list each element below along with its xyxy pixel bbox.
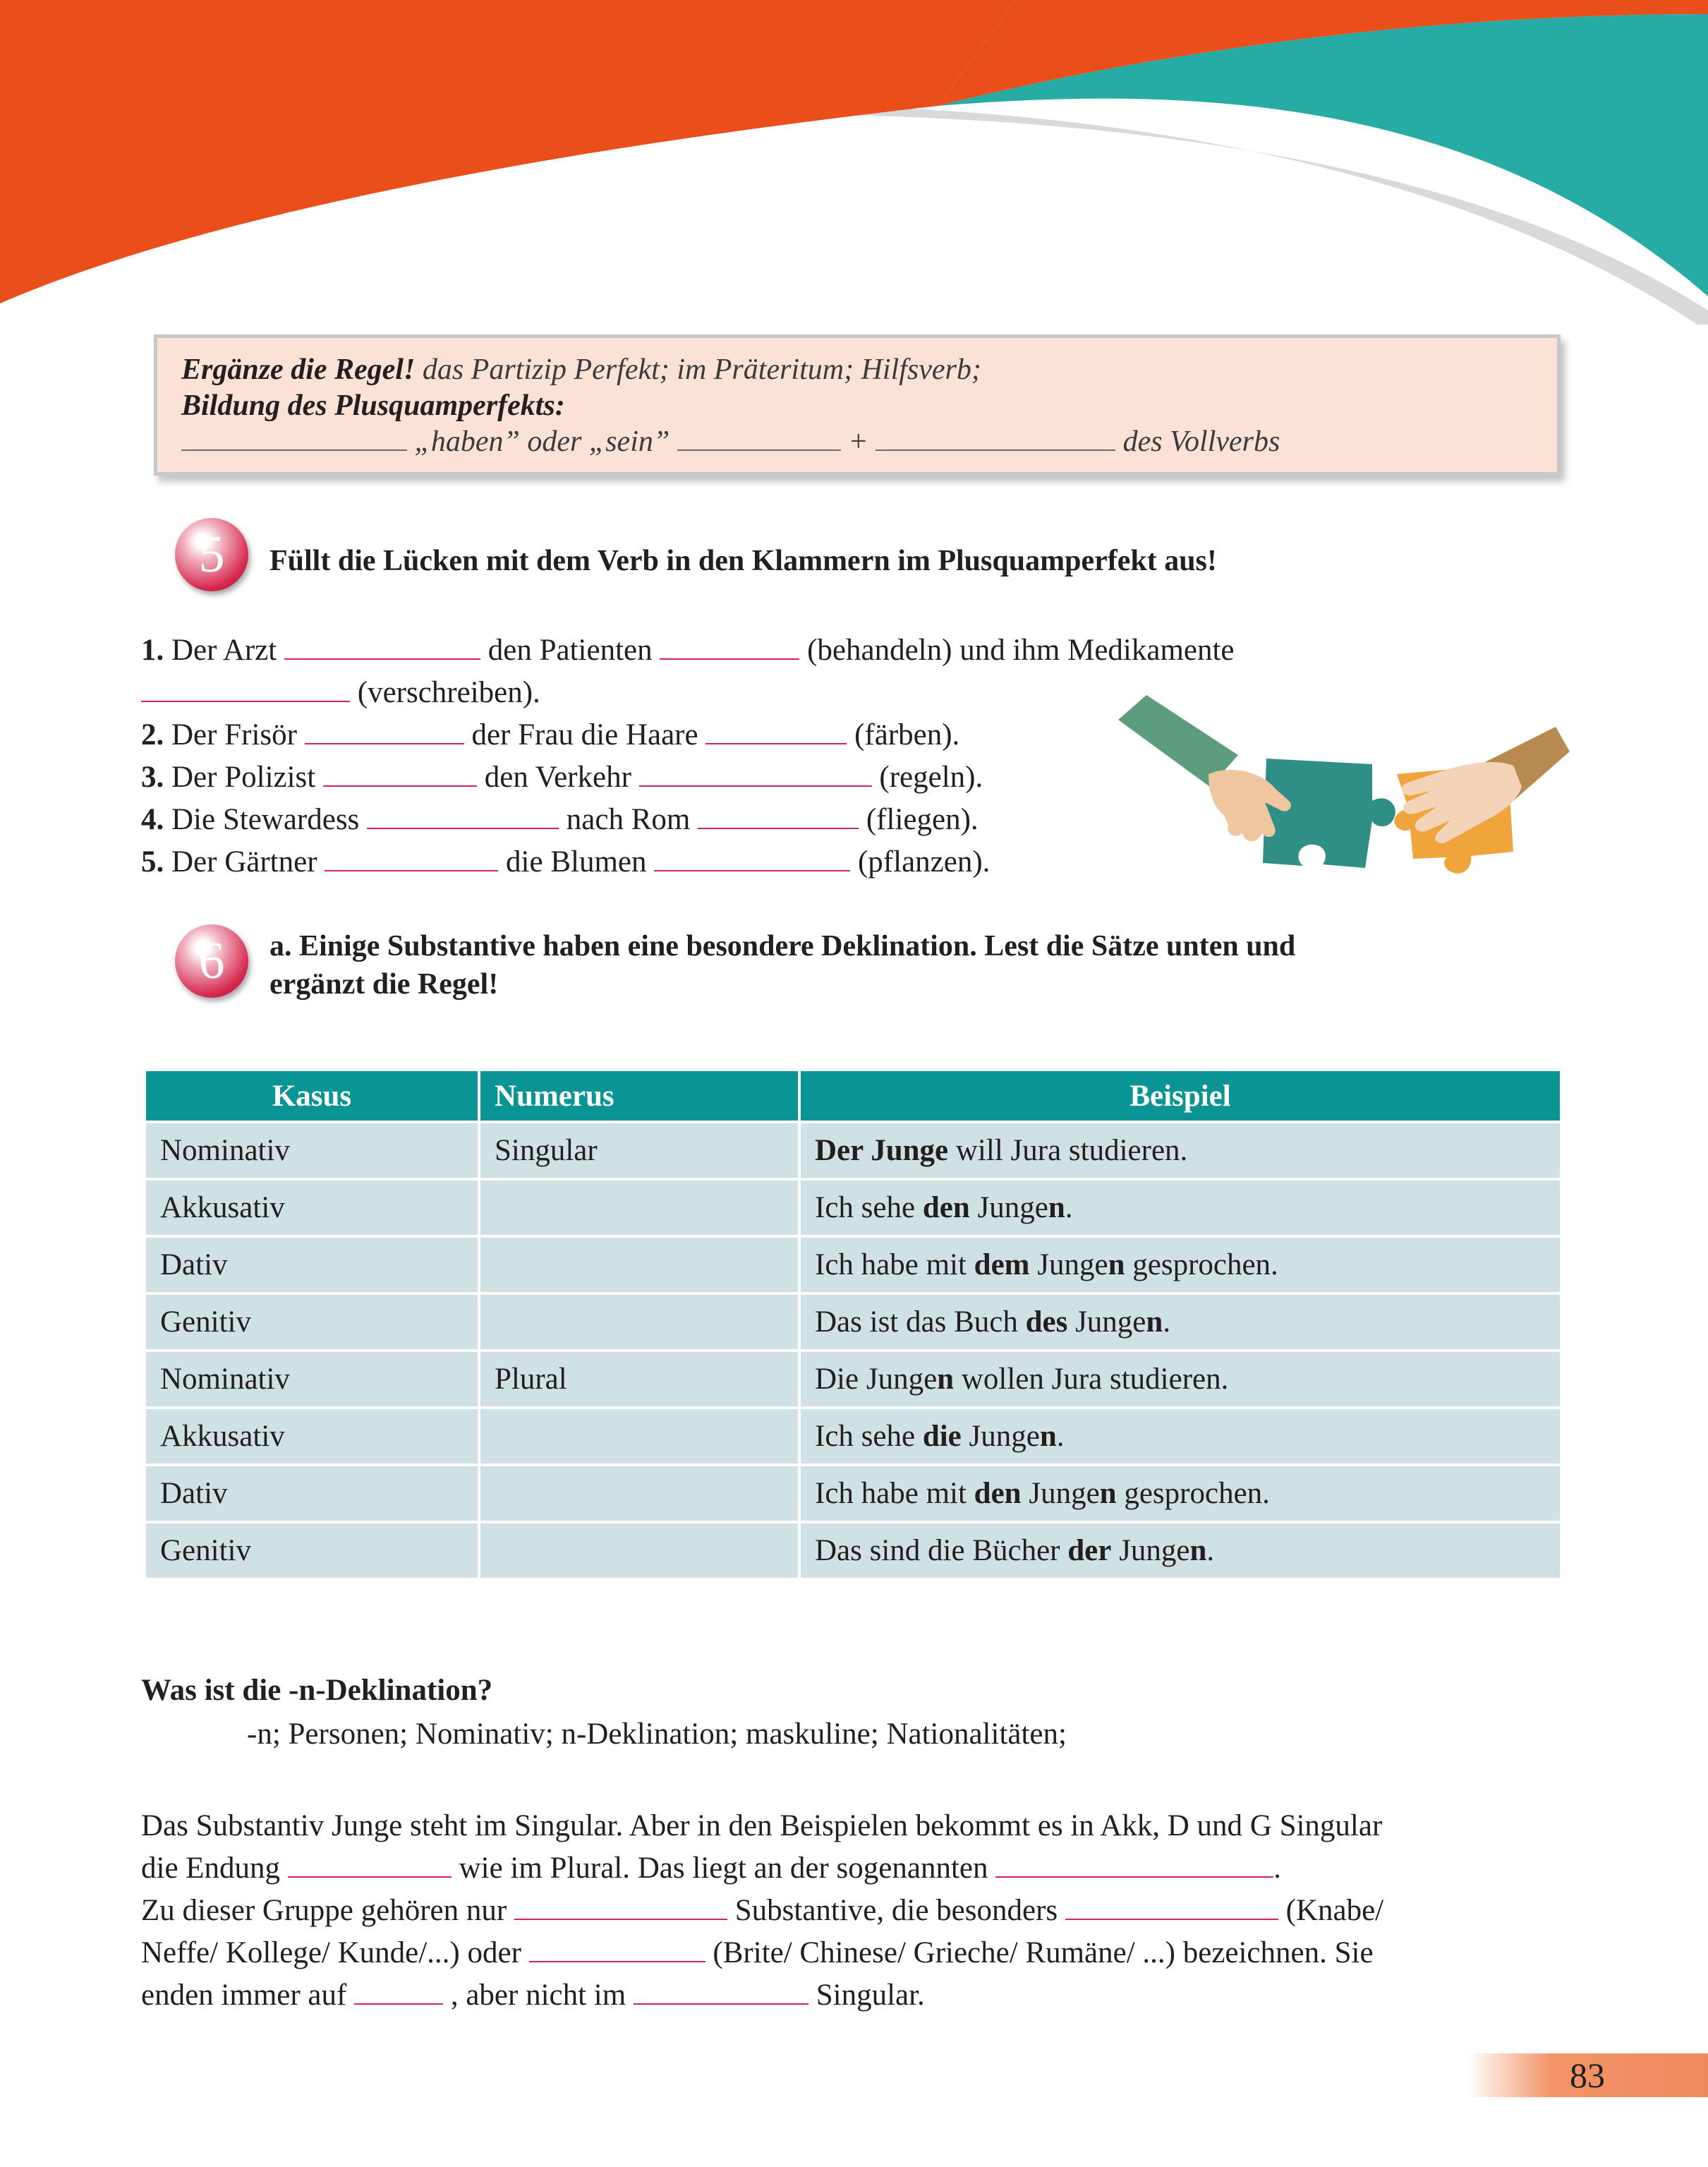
- fill-blank[interactable]: [323, 761, 477, 787]
- cell-kasus: Akkusativ: [146, 1409, 478, 1463]
- cell-kasus: Nominativ: [146, 1123, 478, 1178]
- cell-beispiel: Ich habe mit den Jungen gesprochen.: [801, 1466, 1560, 1521]
- task-number-badge: 6: [175, 924, 248, 998]
- rule-line-2: Bildung des Plusquamperfekts:: [181, 390, 565, 422]
- cell-beispiel: Ich habe mit dem Jungen gesprochen.: [801, 1238, 1560, 1292]
- cell-numerus: [480, 1181, 798, 1235]
- fill-blank[interactable]: [181, 425, 407, 451]
- fill-blank[interactable]: [284, 634, 480, 660]
- fill-blank[interactable]: [514, 1895, 727, 1920]
- table-row: [146, 1181, 1560, 1235]
- rule-box: [154, 334, 1561, 476]
- list-item: (verschreiben).: [141, 672, 1235, 714]
- rule-line-1: Ergänze die Regel! das Partizip Perfekt; im Präteritum; Hilfsverb;: [181, 354, 981, 386]
- table-row: [146, 1409, 1560, 1463]
- column-header-beispiel: Beispiel: [801, 1071, 1560, 1121]
- task-6-title: a. Einige Substantive haben eine besondere Deklination. Lest die Sätze unten und ergänzt die Regel!: [269, 930, 1296, 1001]
- fill-blank[interactable]: [876, 425, 1115, 451]
- cell-numerus: [480, 1523, 798, 1578]
- cell-numerus: [480, 1466, 798, 1521]
- page-number-tab: [1467, 2053, 1708, 2097]
- fill-blank[interactable]: [141, 677, 350, 702]
- cell-numerus: [480, 1295, 798, 1349]
- fill-blank[interactable]: [705, 719, 847, 744]
- declension-table: [143, 1068, 1563, 1581]
- word-bank: -n; Personen; Nominativ; n-Deklination; maskuline; Nationalitäten;: [247, 1718, 1067, 1751]
- table-header-row: [146, 1071, 1560, 1121]
- cell-kasus: Dativ: [146, 1466, 478, 1521]
- exercise-5-list: [141, 629, 1235, 883]
- column-header-numerus: Numerus: [480, 1071, 798, 1121]
- cell-kasus: Genitiv: [146, 1295, 478, 1349]
- task-5-title: Füllt die Lücken mit dem Verb in den Klammern im Plusquamperfekt aus!: [269, 545, 1217, 577]
- cell-beispiel: Der Junge will Jura studieren.: [801, 1123, 1560, 1178]
- fill-blank[interactable]: [677, 425, 841, 451]
- table-row: [146, 1123, 1560, 1178]
- column-header-kasus: Kasus: [146, 1071, 478, 1121]
- fill-blank[interactable]: [529, 1937, 705, 1962]
- table-row: [146, 1466, 1560, 1521]
- fill-blank[interactable]: [325, 846, 498, 871]
- table-row: [146, 1523, 1560, 1578]
- fill-blank[interactable]: [698, 804, 859, 829]
- cell-beispiel: Ich sehe den Jungen.: [801, 1181, 1560, 1235]
- cell-numerus: [480, 1238, 798, 1292]
- cell-kasus: Akkusativ: [146, 1181, 478, 1235]
- cell-numerus: Plural: [480, 1352, 798, 1406]
- cell-numerus: [480, 1409, 798, 1463]
- cell-kasus: Dativ: [146, 1238, 478, 1292]
- fill-blank[interactable]: [1065, 1895, 1278, 1920]
- list-item: 4. Die Stewardess nach Rom (fliegen).: [141, 803, 979, 836]
- page-number: 83: [1570, 2056, 1605, 2095]
- table-row: [146, 1352, 1560, 1406]
- fill-blank[interactable]: [367, 804, 559, 829]
- fill-blank[interactable]: [634, 1979, 808, 2005]
- fill-blank[interactable]: [288, 1852, 452, 1878]
- cell-beispiel: Das sind die Bücher der Jungen.: [801, 1523, 1560, 1578]
- fill-blank[interactable]: [660, 634, 799, 660]
- cell-numerus: Singular: [480, 1123, 798, 1178]
- rule-line-3: „haben” oder „sein” + des Vollverbs: [181, 424, 1533, 460]
- puzzle-hands-illustration: [1118, 695, 1570, 900]
- fill-blank[interactable]: [639, 761, 872, 787]
- header-banner: [0, 0, 1708, 325]
- task-number-badge: 5: [175, 518, 248, 591]
- fill-blank[interactable]: [354, 1979, 443, 2005]
- fill-blank[interactable]: [305, 719, 464, 744]
- cell-beispiel: Die Jungen wollen Jura studieren.: [801, 1352, 1560, 1406]
- table-row: [146, 1238, 1560, 1292]
- cell-kasus: Genitiv: [146, 1523, 478, 1578]
- fill-blank[interactable]: [995, 1852, 1273, 1878]
- cell-kasus: Nominativ: [146, 1352, 478, 1406]
- list-item: 1. Der Arzt den Patienten (behandeln) und ihm Medikamente: [141, 634, 1235, 667]
- cell-beispiel: Das ist das Buch des Jungen.: [801, 1295, 1560, 1349]
- question-title: Was ist die -n-Deklination?: [141, 1674, 493, 1707]
- cloze-paragraph: Das Substantiv Junge steht im Singular. Aber in den Beispielen bekommt es in Akk, D und G Singular die Endung wie im Plural. Das liegt an der sogenannten . Zu dieser Gruppe gehören nur Substantive, die besonders (Knabe/ Neffe/ Kollege/ Kunde/...) oder (Brite/ Chinese/ Grieche/ Rumäne/ ...) bezeichnen. Sie enden immer auf , aber nicht im Singular.: [141, 1809, 1384, 2012]
- list-item: 5. Der Gärtner die Blumen (pflanzen).: [141, 845, 991, 879]
- list-item: 2. Der Frisör der Frau die Haare (färben).: [141, 718, 960, 751]
- cell-beispiel: Ich sehe die Jungen.: [801, 1409, 1560, 1463]
- list-item: 3. Der Polizist den Verkehr (regeln).: [141, 761, 983, 794]
- table-row: [146, 1295, 1560, 1349]
- fill-blank[interactable]: [654, 846, 850, 871]
